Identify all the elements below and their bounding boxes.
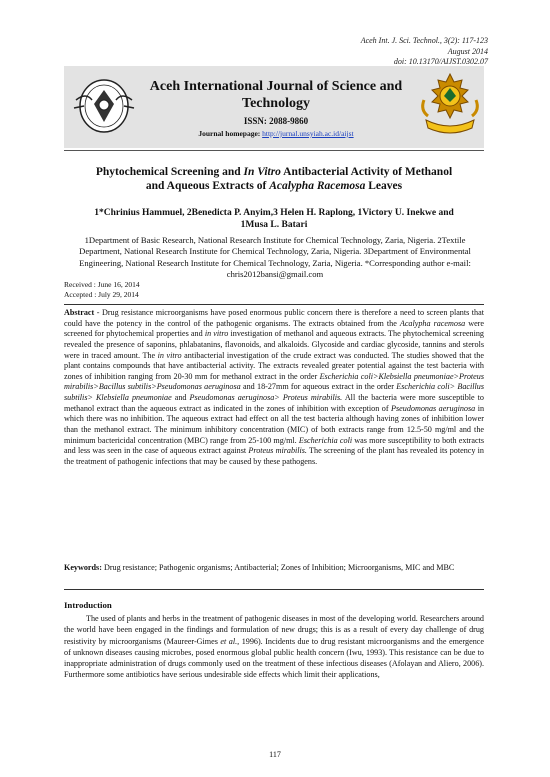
abstract-text: The screening of the plant has revealed its potency in the treatment of pathogenic infections that may be caused by these pathogens.: [64, 446, 484, 466]
abstract-text: and: [171, 393, 190, 402]
homepage-label: Journal homepage:: [198, 129, 263, 138]
homepage-link[interactable]: http://jurnal.unsyiah.ac.id/aijst: [262, 129, 354, 138]
affiliations: 1Department of Basic Research, National Research Institute for Chemical Technology, Zaria, Nigeria. 2Textile Department, National Research Institute for Chemical Technology, Zaria, Nigeria. 3Department of Environmental Engineering, National Research Institute for Chemical Technology, Zaria, Nigeria. *Corresponding author e-mail: chris2012bansi@gmail.com: [79, 235, 471, 279]
intro-italic: et al.,: [220, 636, 240, 646]
issn: ISSN: 2088-9860: [243, 116, 309, 126]
title-part: Leaves: [365, 180, 403, 192]
keywords-text: Drug resistance; Pathogenic organisms; Antibacterial; Zones of Inhibition; Microorganisms, MIC and MBC: [101, 563, 455, 572]
abstract-italic: Escherichia coli: [298, 435, 353, 445]
doi: doi: 10.13170/AIJST.0302.07: [393, 57, 488, 66]
page-number: 117: [269, 750, 281, 759]
title-italic: Acalypha Racemosa: [269, 180, 366, 192]
abstract-italic: Acalypha racemosa: [399, 318, 466, 328]
section-heading-introduction: Introduction: [64, 600, 112, 610]
abstract-italic: Escherichia coli> Bacillus subtilis> Klebsiella pneumoniae: [64, 382, 484, 402]
intro-text: 1996). Incidents due to drug resistant microorganisms and the emergence of unknown diseases causing microbes, posed enormous global public health concern (Iwu, 1993). This resistance can be due to inappropriate administration of drugs commonly used on the treatment of these infectious diseases (Afolayan and Aliero, 2006). Furthermore some antibiotics have serious undesirable side effects which limit their applications,: [64, 636, 485, 680]
abstract-text: - Drug resistance microorganisms have posed enormous public concern there is therefore a need to screen plants that could have the potency in the control of the pathogenic organisms. The extracts obtained from the: [64, 308, 484, 328]
accepted-date: Accepted : July 29, 2014: [64, 289, 139, 299]
abstract-text: investigation of methanol and aqueous extracts. The phytochemical screening revealed the presence of saponins, phlabatanins, flavonoids, and alkaloids. Glycoside and cardiac glycoside, tannins and sterols were in traced amount. The: [64, 329, 484, 360]
authors-line1: 1*Chrinius Hammuel, 2Benedicta P. Anyim,3 Helen H. Raplong, 1Victory U. Inekwe and: [94, 208, 454, 218]
abstract-label: Abstract: [64, 308, 95, 317]
authors-line2: 1Musa L. Batari: [240, 220, 308, 230]
title-italic: In Vitro: [243, 166, 281, 178]
title-part: Phytochemical Screening and: [95, 166, 244, 178]
abstract-text: antibacterial investigation of the crude extract was conducted. The studies showed that the plant contains compounds that have antibacterial activity. The extracts revealed greater potential against the test bacteria with zones of inhibition ranging from 20-30 mm for methanol extract in the order: [64, 350, 484, 381]
journal-title-line1: Aceh International Journal of Science and: [149, 79, 403, 94]
journal-citation-header: [361, 36, 488, 68]
masthead-rule: [64, 150, 484, 151]
intro-text: The used of plants and herbs in the treatment of pathogenic diseases in most of the developing world. Researchers around the world have been engaged in the findings and formulation of new drugs; this is as a result of every day challenge of drug resistivity by microorganisms (Maureer-Gimes: [64, 614, 484, 646]
article-title: [64, 165, 484, 193]
garuda-emblem-icon: [418, 70, 482, 138]
received-date: Received : June 16, 2014: [64, 280, 140, 289]
article-title-line1: [64, 165, 484, 179]
keywords: [64, 563, 484, 574]
abstract-text: All the bacteria were more susceptible to methanol extract than the aqueous extract as indicated in the zones of inhibition with exception of: [64, 393, 484, 413]
abstract-italic: Proteus mirabilis.: [248, 446, 307, 456]
abstract-italic: Pseudomonas aeruginosa: [391, 403, 476, 413]
university-seal-icon: [72, 78, 136, 134]
title-part: and Aqueous Extracts of: [145, 180, 270, 192]
author-list: [64, 207, 484, 231]
abstract-text: in which there was no inhibition. The aqueous extract had effect on all the test bacteria although having zones of inhibition lower than the methanol extract. The minimum inhibitory concentration (MIC) of both extracts range from 12.5-50 mg/ml and the minimum bactericidal concentration (MBC) range from 25-100 mg/ml.: [64, 403, 485, 445]
title-part: Antibacterial Activity of Methanol: [280, 166, 453, 178]
submission-dates: [64, 280, 140, 299]
abstract: [64, 308, 484, 467]
abstract-text: was more susceptibility to both extracts and less was seen in the case of aqueous extract against: [64, 435, 484, 456]
journal-title-line2: Technology: [242, 96, 310, 111]
article-title-line2: [64, 179, 484, 193]
abstract-text: and 18-27mm for aqueous extract in the order: [240, 382, 397, 392]
citation: Aceh Int. J. Sci. Technol., 3(2): 117-123: [360, 36, 488, 45]
issue-date: August 2014: [447, 46, 488, 56]
keywords-label: Keywords:: [64, 563, 102, 572]
abstract-italic: Escherichia coli>Klebsiella pneumoniae>Proteus mirabilis>Bacillus subtilis>Pseudomonas aeruginosa: [64, 371, 485, 392]
abstract-italic: Pseudomonas aeruginosa> Proteus mirabilis.: [189, 393, 343, 402]
abstract-text: were screened for phytochemical properties and: [64, 318, 484, 339]
abstract-italic: in vitro: [157, 350, 182, 360]
abstract-italic: in vitro: [204, 329, 229, 339]
introduction-body: [64, 613, 484, 681]
journal-homepage: [130, 129, 422, 138]
journal-title: [130, 78, 422, 112]
